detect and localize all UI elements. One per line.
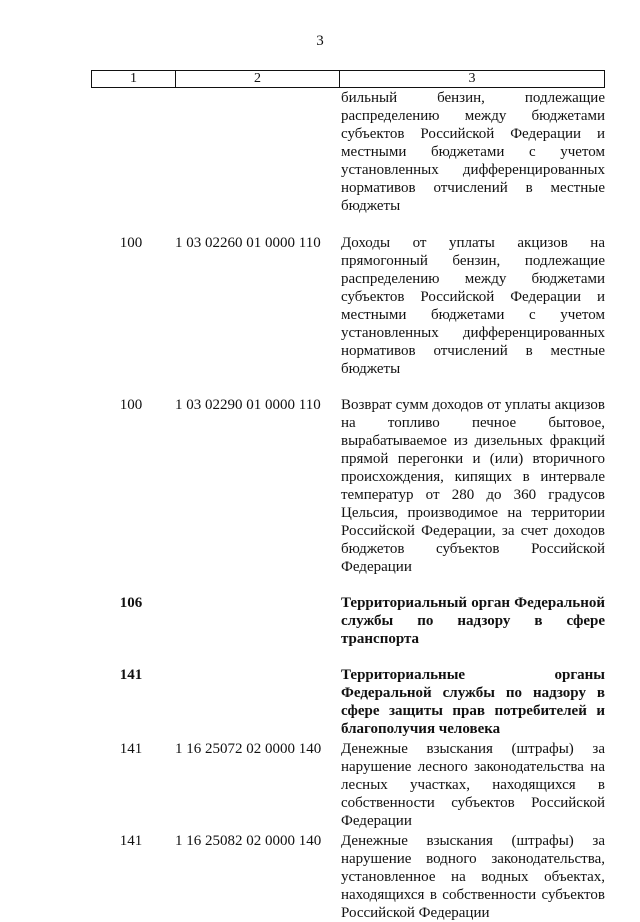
description-cell: Денежные взыскания (штрафы) за нарушение водного законодательства, установленное на водных объектах, находящихся в собственности субъектов Российской Федерации <box>341 833 605 921</box>
table-row <box>91 396 605 576</box>
admin-code-cell: 100 <box>119 235 143 251</box>
description-cell: Территориальный орган Федеральной службы по надзору в сфере транспорта <box>341 595 605 647</box>
header-cell-code: 2 <box>176 71 340 87</box>
table-row <box>91 832 605 922</box>
budget-code-cell: 1 16 25072 02 0000 140 <box>175 741 322 757</box>
table-body <box>91 89 605 922</box>
header-cell-admin: 1 <box>92 71 176 87</box>
description-cell: бильный бензин, подлежащие распределению между бюджетами субъектов Российской Федерации и местными бюджетами с учетом установленных дифференцированных нормативов отчислений в местные бюджеты <box>341 90 605 214</box>
table-row <box>91 89 605 215</box>
admin-code-cell: 141 <box>119 741 143 757</box>
description-cell: Возврат сумм доходов от уплаты акцизов на топливо печное бытовое, вырабатываемое из дизельных фракций прямой перегонки и (или) вторичного происхождения, кипящих в интервале температур от 280 до 360 градусов Цельсия, производимое на территории Российской Федерации, за счет доходов бюджетов субъектов Российской Федерации <box>341 397 605 575</box>
table-row <box>91 594 605 648</box>
table-row <box>91 234 605 378</box>
table-row <box>91 666 605 738</box>
page-number: 3 <box>316 33 324 49</box>
admin-code-cell: 141 <box>119 667 143 683</box>
budget-code-cell: 1 16 25082 02 0000 140 <box>175 833 322 849</box>
table-row <box>91 740 605 830</box>
description-cell: Доходы от уплаты акцизов на прямогонный бензин, подлежащие распределению между бюджетами субъектов Российской Федерации и местными бюджетами с учетом установленных дифференцированных нормативов отчислений в местные бюджеты <box>341 235 605 377</box>
admin-code-cell: 106 <box>119 595 143 611</box>
admin-code-cell: 100 <box>119 397 143 413</box>
description-cell: Территориальные органы Федеральной службы по надзору в сфере защиты прав потребителей и благополучия человека <box>341 667 605 737</box>
budget-code-cell: 1 03 02260 01 0000 110 <box>175 235 321 251</box>
table-header-row <box>91 70 605 88</box>
admin-code-cell: 141 <box>119 833 143 849</box>
header-cell-description: 3 <box>468 71 476 86</box>
description-cell: Денежные взыскания (штрафы) за нарушение лесного законодательства на лесных участках, находящихся в собственности субъектов Российской Федерации <box>341 741 605 829</box>
budget-code-cell: 1 03 02290 01 0000 110 <box>175 397 321 413</box>
